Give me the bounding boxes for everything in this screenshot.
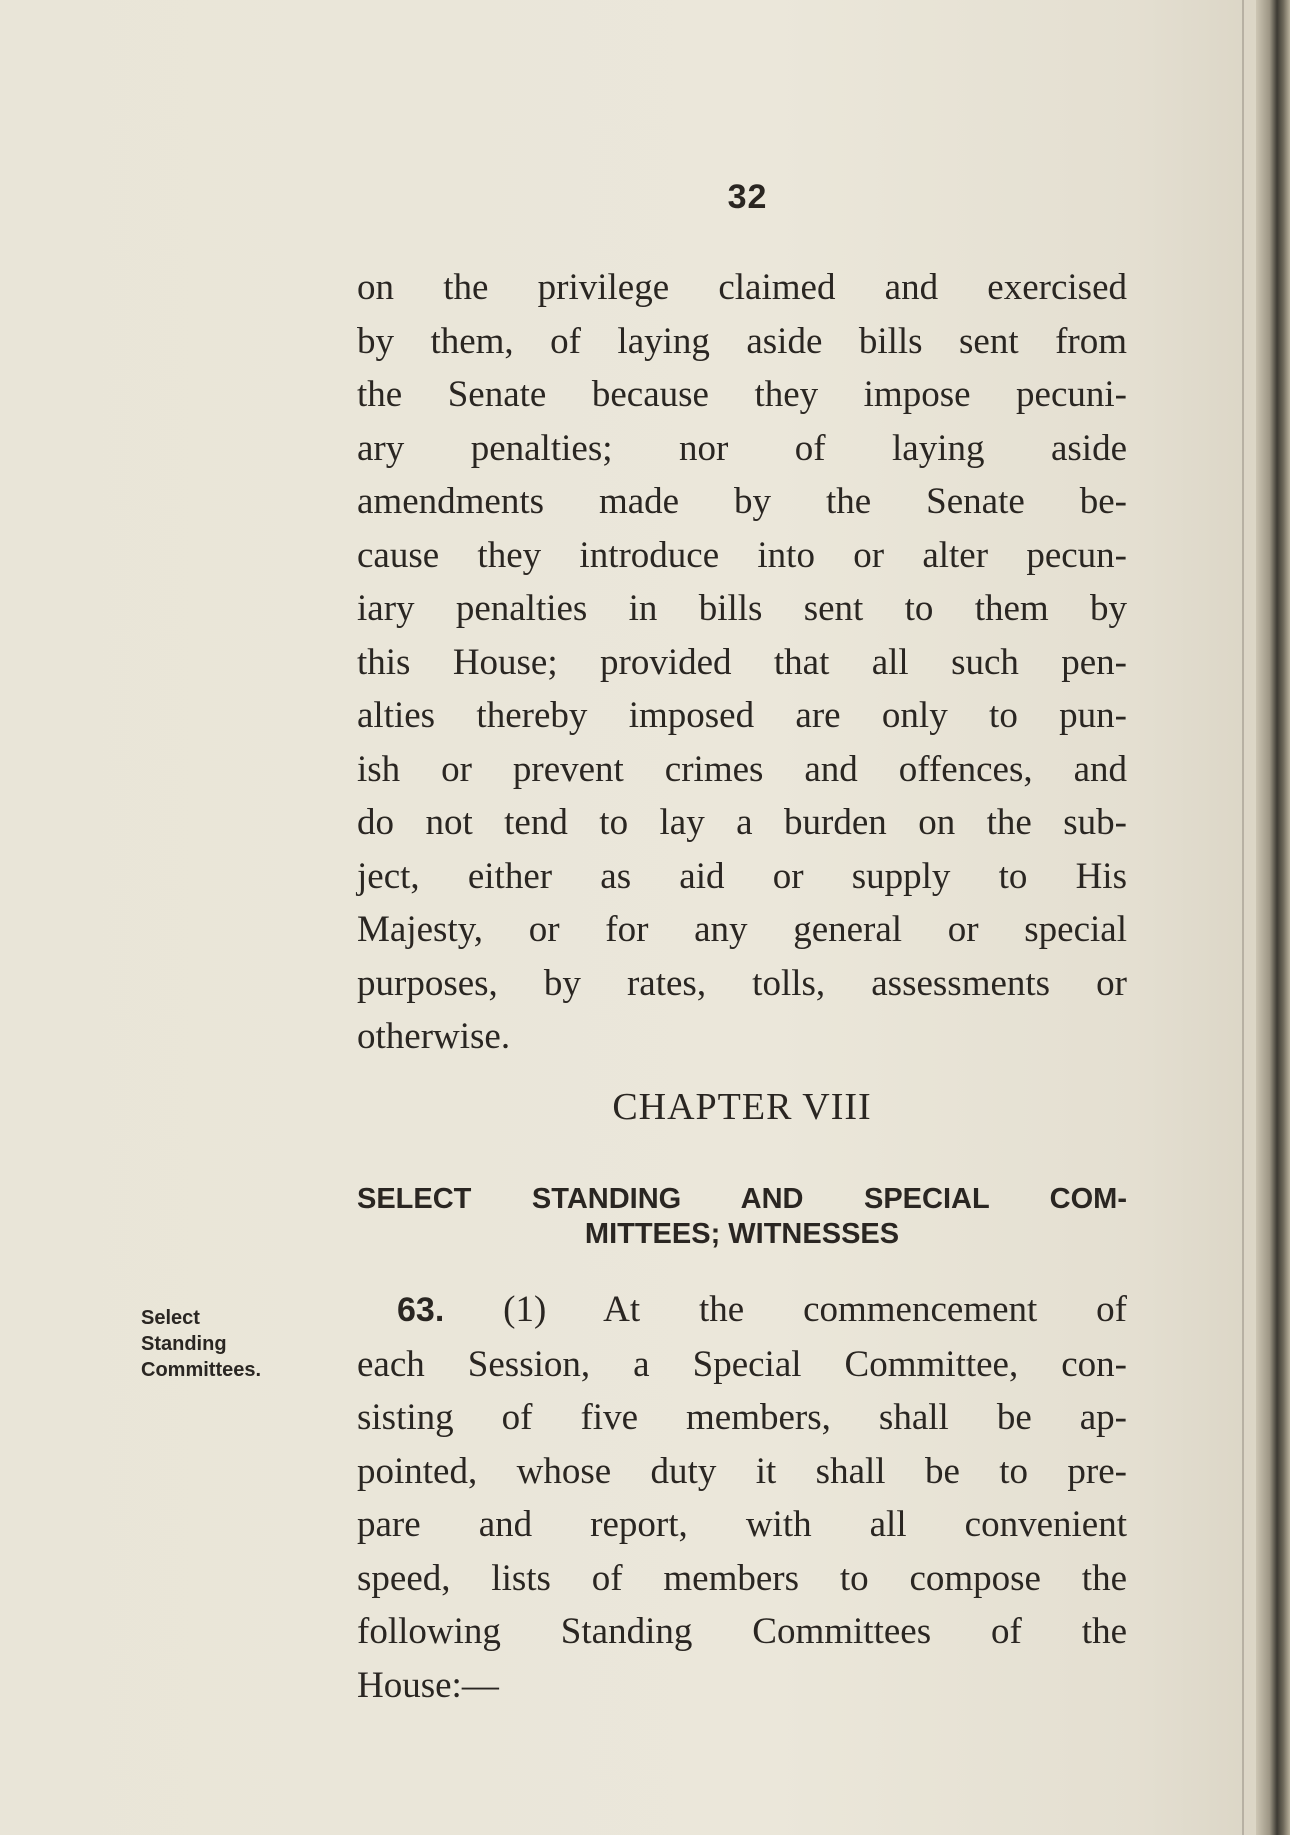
chapter-title: CHAPTER VIII xyxy=(612,1086,872,1128)
text-line: on the privilege claimed and exercised xyxy=(357,267,1127,308)
text-line: do not tend to lay a burden on the sub- xyxy=(357,802,1127,843)
margin-note xyxy=(141,1305,331,1383)
text-line: alties thereby imposed are only to pun- xyxy=(357,695,1127,736)
chapter-heading-line: MITTEES; WITNESSES xyxy=(584,1218,900,1250)
text-line: ish or prevent crimes and offences, and xyxy=(357,748,1127,790)
text-line: pointed, whose duty it shall be to pre- xyxy=(357,1450,1127,1492)
text-line: House:— xyxy=(357,1664,499,1706)
text-line: pare and report, with all convenient xyxy=(357,1504,1127,1545)
margin-note-line: Standing xyxy=(141,1333,227,1355)
text-line: otherwise. xyxy=(357,1016,511,1057)
text-line: amendments made by the Senate be- xyxy=(357,481,1127,522)
section-number: 63. xyxy=(397,1291,445,1329)
continued-paragraph xyxy=(357,261,1127,1064)
chapter-heading-line: SELECT STANDING AND SPECIAL COM- xyxy=(357,1183,1127,1215)
text-line: speed, lists of members to compose the xyxy=(357,1557,1127,1599)
text-line: ary penalties; nor of laying aside xyxy=(357,427,1127,469)
page-number: 32 xyxy=(727,178,768,216)
text-line: by them, of laying aside bills sent from xyxy=(357,320,1127,362)
text-line: ject, either as aid or supply to His xyxy=(357,855,1127,897)
text-line: sisting of five members, shall be ap- xyxy=(357,1397,1127,1438)
text-line: cause they introduce into or alter pecun- xyxy=(357,534,1127,576)
text-line: following Standing Committees of the xyxy=(357,1611,1127,1652)
page-fold-line xyxy=(1242,0,1244,1835)
section-63-paragraph xyxy=(357,1283,1127,1712)
margin-note-line: Committees. xyxy=(141,1359,262,1381)
text-line: Majesty, or for any general or special xyxy=(357,909,1127,950)
section-first-line: (1) At the commencement of xyxy=(503,1289,1127,1330)
text-line: each Session, a Special Committee, con- xyxy=(357,1343,1127,1385)
chapter-heading xyxy=(357,1182,1127,1252)
text-line: purposes, by rates, tolls, assessments or xyxy=(357,962,1127,1004)
text-line: this House; provided that all such pen- xyxy=(357,641,1127,683)
text-line: iary penalties in bills sent to them by xyxy=(357,588,1127,629)
margin-note-line: Select xyxy=(141,1307,200,1329)
book-binding-edge xyxy=(1256,0,1290,1835)
text-line: the Senate because they impose pecuni- xyxy=(357,374,1127,415)
text-line xyxy=(357,1283,1127,1338)
